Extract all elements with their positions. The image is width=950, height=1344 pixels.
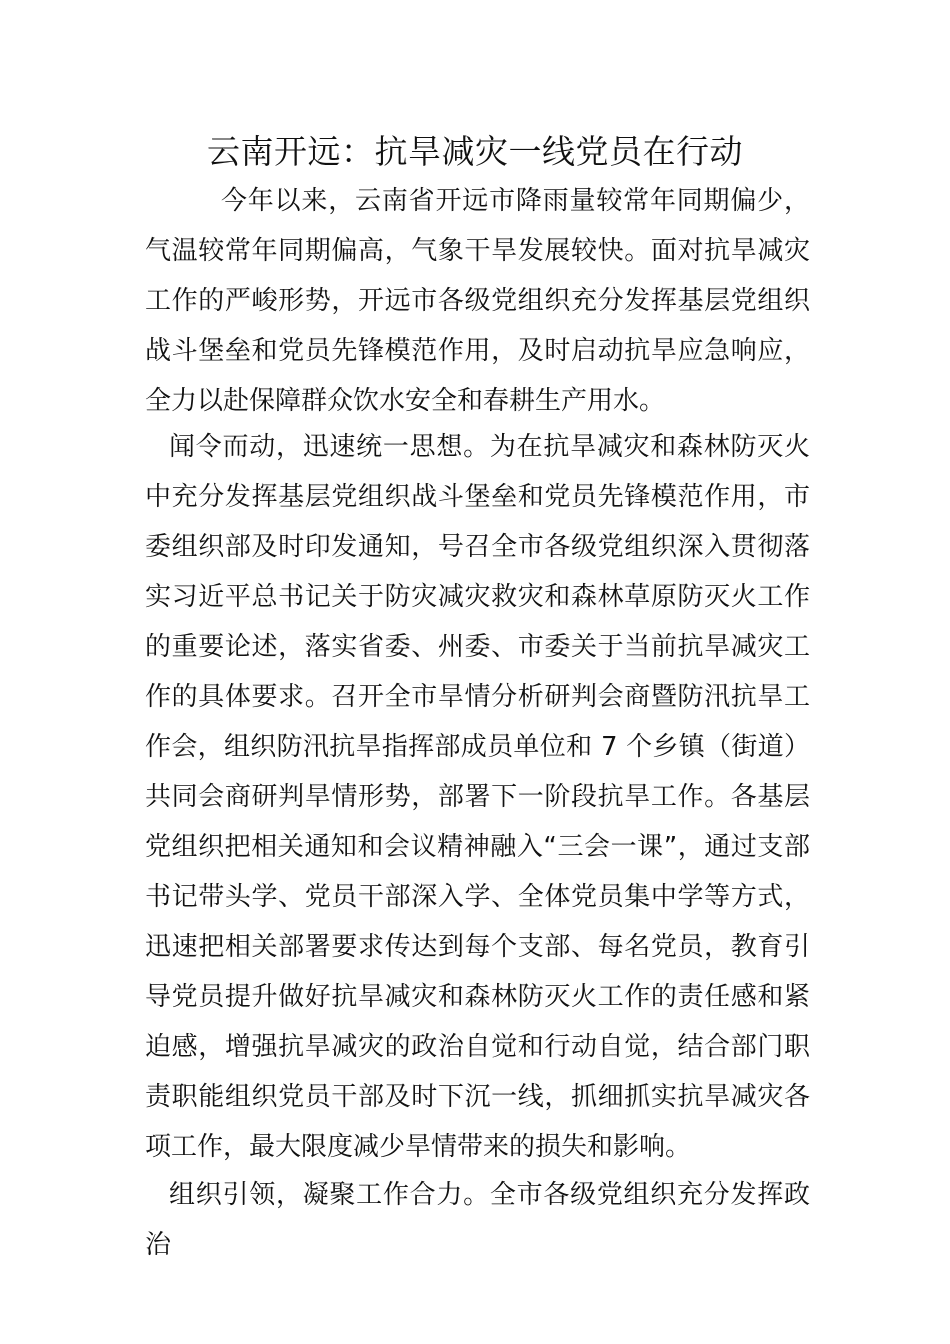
paragraph-unified-thinking: 闻令而动，迅速统一思想。为在抗旱减灾和森林防灭火中充分发挥基层党组织战斗堡垒和党员先锋模范作用，市委组织部及时印发通知，号召全市各级党组织深入贯彻落实习近平总书记关于防灾减灾救灾和森林草原防灭火工作的重要论述，落实省委、州委、市委关于当前抗旱减灾工作的具体要求。召开全市旱情分析研判会商暨防汛抗旱工作会，组织防汛抗旱指挥部成员单位和 7 个乡镇（街道）共同会商研判旱情形势，部署下一阶段抗旱工作。各基层党组织把相关通知和会议精神融入“三会一课”，通过支部书记带头学、党员干部深入学、全体党员集中学等方式，迅速把相关部署要求传达到每个支部、每名党员，教育引导党员提升做好抗旱减灾和森林防灭火工作的责任感和紧迫感，增强抗旱减灾的政治自觉和行动自觉，结合部门职责职能组织党员干部及时下沉一线，抓细抓实抗旱减灾各项工作，最大限度减少旱情带来的损失和影响。 — [145, 432, 810, 1162]
document-title: 云南开远：抗旱减灾一线党员在行动 — [207, 132, 743, 171]
paragraph-organization-lead: 组织引领，凝聚工作合力。全市各级党组织充分发挥政治 — [145, 1180, 810, 1260]
paragraph-intro: 今年以来，云南省开远市降雨量较常年同期偏少，气温较常年同期偏高，气象干旱发展较快。面对抗旱减灾工作的严峻形势，开远市各级党组织充分发挥基层党组织战斗堡垒和党员先锋模范作用，及时启动抗旱应急响应，全力以赴保障群众饮水安全和春耕生产用水。 — [145, 186, 810, 416]
